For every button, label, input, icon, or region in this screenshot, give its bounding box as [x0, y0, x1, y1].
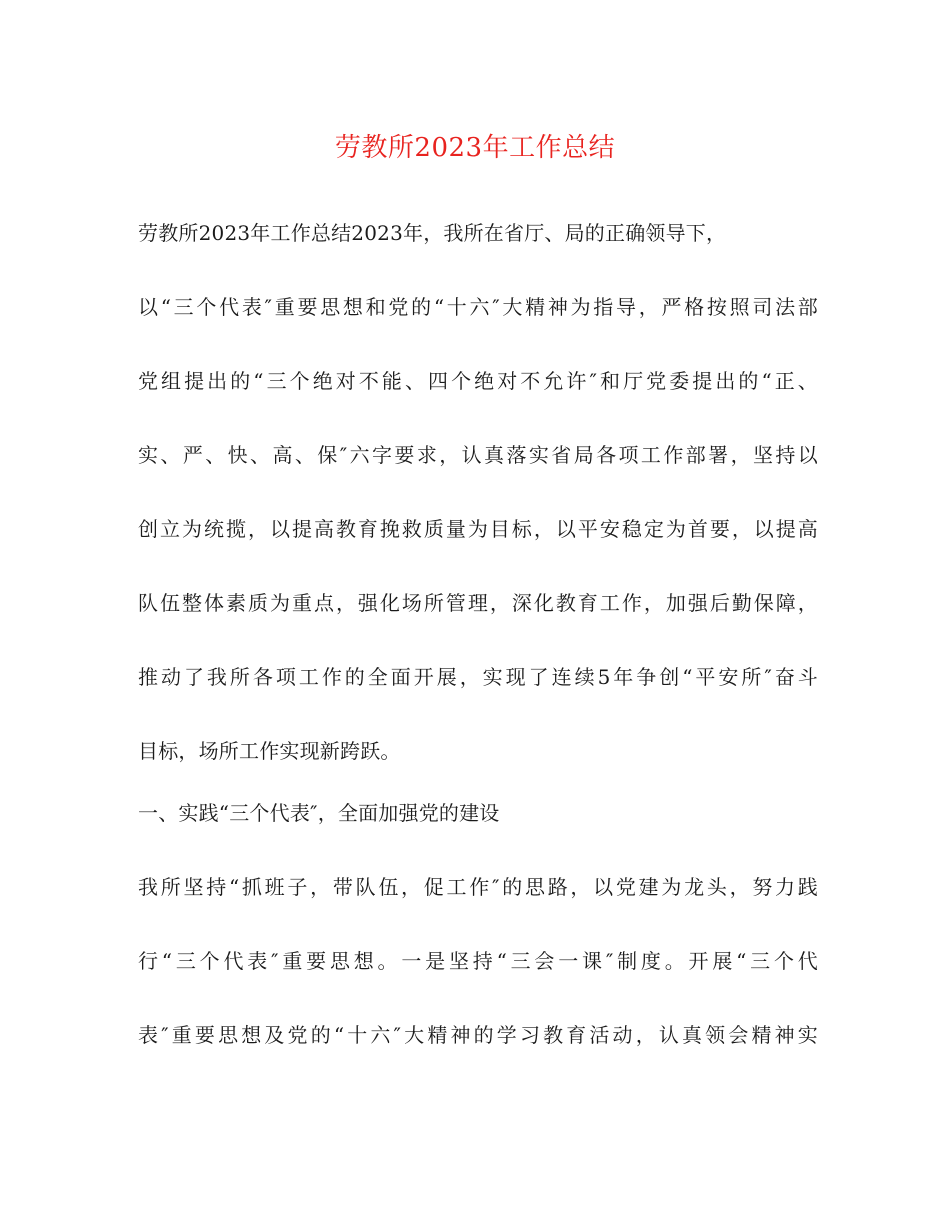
paragraph-line-10: 行“三个代表″重要思想。一是坚持“三会一课″制度。开展“三个代	[138, 949, 818, 973]
paragraph-line-7: 推动了我所各项工作的全面开展，实现了连续5年争创“平安所″奋斗	[138, 665, 818, 689]
paragraph-line-6: 队伍整体素质为重点，强化场所管理，深化教育工作，加强后勤保障，	[138, 591, 818, 615]
document-title: 劳教所2023年工作总结	[334, 133, 616, 163]
paragraph-line-2: 以“三个代表″重要思想和党的“十六″大精神为指导，严格按照司法部	[138, 295, 818, 319]
paragraph-line-11: 表″重要思想及党的“十六″大精神的学习教育活动，认真领会精神实	[138, 1023, 818, 1047]
paragraph-line-5: 创立为统揽，以提高教育挽救质量为目标，以平安稳定为首要，以提高	[138, 517, 818, 541]
paragraph-line-4: 实、严、快、高、保″六字要求，认真落实省局各项工作部署，坚持以	[138, 443, 818, 467]
section-heading-1: 一、实践“三个代表″，全面加强党的建设	[138, 801, 500, 825]
paragraph-line-8: 目标，场所工作实现新跨跃。	[138, 739, 401, 763]
paragraph-line-1: 劳教所2023年工作总结2023年，我所在省厅、局的正确领导下，	[138, 221, 727, 245]
paragraph-line-3: 党组提出的“三个绝对不能、四个绝对不允许″和厅党委提出的“正、	[138, 369, 818, 393]
paragraph-line-9: 我所坚持“抓班子，带队伍，促工作″的思路，以党建为龙头，努力践	[138, 875, 818, 899]
